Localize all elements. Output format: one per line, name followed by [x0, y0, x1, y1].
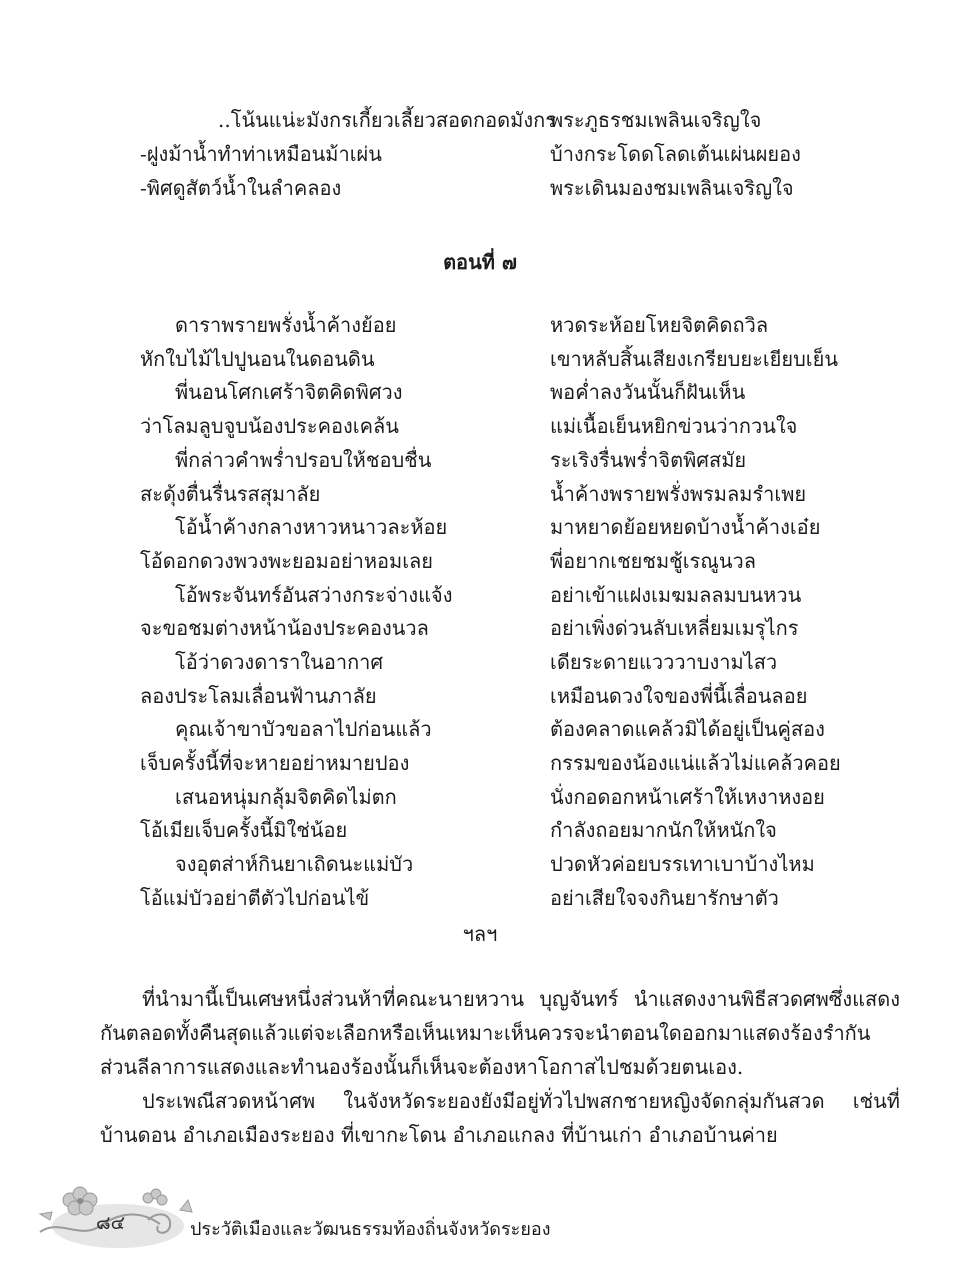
poem-line-left: พี่กล่าวคำพร่ำปรอบให้ชอบชื่น [175, 448, 432, 472]
poem-line-right: ระเริงรื่นพร่ำจิตพิศสมัย [550, 448, 747, 472]
poem-line-right: เดียระดายแวววาบงามไสว [550, 650, 778, 674]
poem-line-right: อย่าเสียใจจงกินยารักษาตัว [550, 886, 779, 910]
poem-line-left: พี่นอนโศกเศร้าจิตคิดพิศวง [175, 380, 403, 404]
poem-line-right: หวดระห้อยโหยจิตคิดถวิล [550, 313, 769, 337]
poem-line-right: กำลังถอยมากนักให้หนักใจ [550, 818, 777, 842]
poem-line-right: ต้องคลาดแคล้วมิได้อยู่เป็นคู่สอง [550, 717, 825, 741]
poem-line-right: กรรมของน้องแน่แล้วไม่แคล้วคอย [550, 751, 841, 775]
poem-line-right: พอค่ำลงวันนั้นก็ฝันเห็น [550, 380, 746, 404]
section-heading: ตอนที่ ๗ [443, 250, 517, 274]
poem-line-left: จงอุตส่าห์กินยาเถิดนะแม่บัว [175, 852, 414, 876]
poem-line-right: อย่าเพิ่งด่วนลับเหลี่ยมเมรุไกร [550, 616, 799, 640]
poem-line-right: มาหยาดย้อยหยดบ้างน้ำค้างเอ๋ย [550, 515, 821, 539]
poem-line-left: ว่าโลมลูบจูบน้องประคองเคล้น [140, 414, 399, 438]
poem-line-left: โอ้ดอกดวงพวงพะยอมอย่าหอมเลย [140, 549, 434, 573]
intro-verse-right: บ้างกระโดดโลดเต้นเผ่นผยอง [550, 142, 801, 166]
poem-line-left: โอ้พระจันทร์อันสว่างกระจ่างแจ้ง [175, 583, 453, 607]
poem-line-right: แม่เนื้อเย็นหยิกข่วนว่ากวนใจ [550, 414, 798, 438]
poem-line-left: โอ้เมียเจ็บครั้งนี้มิใช่น้อย [140, 818, 348, 842]
poem-line-right: นั่งกอดอกหน้าเศร้าให้เหงาหงอย [550, 785, 825, 809]
intro-verse-left: -ฝูงม้าน้ำทำท่าเหมือนม้าเผ่น [140, 142, 382, 166]
poem-line-left: ลองประโลมเลื่อนฟ้านภาลัย [140, 684, 377, 708]
poem-line-left: คุณเจ้าขาบัวขอลาไปก่อนแล้ว [175, 717, 432, 741]
book-title: ประวัติเมืองและวัฒนธรรมท้องถิ่นจังหวัดระยอง [190, 1219, 551, 1240]
prose-paragraph [100, 1084, 900, 1152]
poem-line-right: ปวดหัวค่อยบรรเทาเบาบ้างไหม [550, 852, 815, 876]
poem-line-left: เจ็บครั้งนี้ที่จะหายอย่าหมายปอง [140, 751, 410, 775]
paragraph-text: ประเพณีสวดหน้าศพ ในจังหวัดระยองยังมีอยู่ทั่วไปพสกชายหญิงจัดกลุ่มกันสวด เช่นที่ บ้านดอน อำเภอเมืองระยอง ที่เขากะโดน อำเภอแกลง ที่บ้านเก่า อำเภอบ้านค่าย [100, 1089, 900, 1147]
poem-line-right: เขาหลับสิ้นเสียงเกรียบยะเยียบเย็น [550, 347, 839, 371]
page-footer [0, 1180, 960, 1250]
poem-line-right: อย่าเข้าแฝงเมฆมลลมบนหวน [550, 583, 802, 607]
paragraph-text: ที่นำมานี้เป็นเศษหนึ่งส่วนห้าที่คณะนายหวาน บุญจันทร์ นำแสดงงานพิธีสวดศพซึ่งแสดงกันตลอดทั้งคืนสุดแล้วแต่จะเลือกหรือเห็นเหมาะเห็นควรจะนำตอนใดออกมาแสดงร้องรำกันส่วนลีลาการแสดงและทำนองร้องนั้นก็เห็นจะต้องหาโอกาสไปชมด้วยตนเอง. [100, 987, 900, 1079]
ellipsis-mark: ฯลฯ [462, 922, 498, 946]
poem-line-right: เหมือนดวงใจของพี่นี้เลื่อนลอย [550, 684, 808, 708]
poem-line-left: ดาราพรายพรั่งน้ำค้างย้อย [175, 313, 397, 337]
intro-verse-left: ..โน้นแน่ะมังกรเกี้ยวเลี้ยวสอดกอดมังกร [218, 108, 556, 132]
prose-paragraph [100, 982, 900, 1084]
poem-line-left: โอ้แม่บัวอย่าตีตัวไปก่อนไข้ [140, 886, 370, 910]
poem-line-left: โอ้ว่าดวงดาราในอากาศ [175, 650, 384, 674]
poem-line-right: น้ำค้างพรายพรั่งพรมลมรำเพย [550, 482, 807, 506]
poem-line-left: โอ้น้ำค้างกลางหาวหนาวละห้อย [175, 515, 448, 539]
intro-verse-right: พระเดินมองชมเพลินเจริญใจ [550, 176, 794, 200]
poem-line-left: จะขอชมต่างหน้าน้องประคองนวล [140, 616, 429, 640]
page-number: ๘๔ [96, 1212, 126, 1234]
poem-line-left: หักใบไม้ไปปูนอนในดอนดิน [140, 347, 375, 371]
poem-line-left: เสนอหนุ่มกลุ้มจิตคิดไม่ตก [175, 785, 397, 809]
poem-line-right: พี่อยากเชยชมชู้เรณูนวล [550, 549, 757, 573]
intro-verse-right: พระภูธรชมเพลินเจริญใจ [550, 108, 762, 132]
poem-line-left: สะดุ้งตื่นรื่นรสสุมาลัย [140, 482, 321, 506]
intro-verse-left: -พิศดูสัตว์น้ำในลำคลอง [140, 176, 342, 200]
